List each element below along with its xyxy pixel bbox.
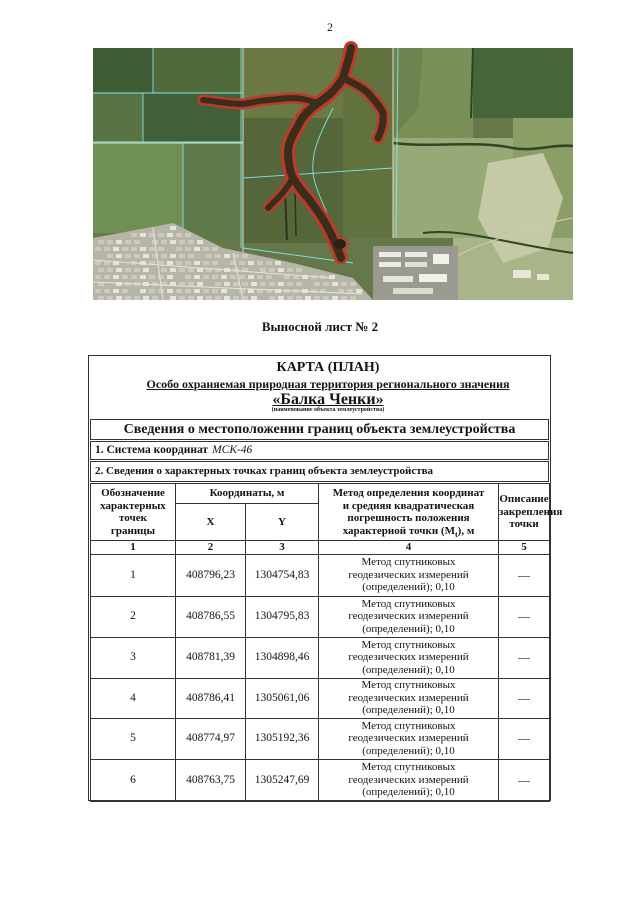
coord-y: 1304795,83 <box>246 596 319 637</box>
town-building <box>197 296 203 300</box>
method-text: геодезических измерений <box>348 610 469 623</box>
method-cell <box>319 678 499 718</box>
town-building <box>266 261 272 265</box>
header-point-designation <box>91 484 176 541</box>
town-building <box>278 296 284 300</box>
town-building <box>350 296 356 300</box>
town-building <box>197 240 203 244</box>
town-building <box>152 282 158 286</box>
town-building <box>176 233 182 237</box>
town-building <box>125 240 131 244</box>
town-building <box>158 261 164 265</box>
town-building <box>140 275 146 279</box>
town-building <box>257 261 263 265</box>
town-building <box>98 268 104 272</box>
town-building <box>158 289 164 293</box>
town-building <box>179 268 185 272</box>
method-text: Метод спутниковых <box>361 638 456 651</box>
header-y: Y <box>246 504 319 541</box>
town-building <box>107 240 113 244</box>
header-text: характерной точки (M <box>342 524 455 537</box>
coord-x: 408781,39 <box>176 637 246 678</box>
town-building <box>134 296 140 300</box>
point-description: — <box>499 759 550 801</box>
point-number: 2 <box>91 596 176 637</box>
header-text: погрешность положения <box>347 512 470 524</box>
town-building <box>185 289 191 293</box>
coordinate-system-row <box>90 441 549 460</box>
town-building <box>104 275 110 279</box>
method-text: (определений); 0,10 <box>362 704 455 717</box>
method-text: геодезических измерений <box>348 691 469 704</box>
town-building <box>116 240 122 244</box>
town-building <box>278 268 284 272</box>
method-cell <box>319 637 499 678</box>
town-building <box>242 254 248 258</box>
town-building <box>104 289 110 293</box>
town-building <box>170 268 176 272</box>
town-building <box>260 268 266 272</box>
town-building <box>287 268 293 272</box>
sheet-title: Выносной лист № 2 <box>261 319 379 334</box>
town-building <box>239 275 245 279</box>
point-number: 6 <box>91 759 176 801</box>
town-building <box>125 268 131 272</box>
method-text: Метод спутниковых <box>361 597 456 610</box>
town-building <box>203 289 209 293</box>
town-building <box>116 254 122 258</box>
town-building <box>215 254 221 258</box>
coord-y: 1305247,69 <box>246 759 319 801</box>
table-row <box>91 718 550 759</box>
section-title: Сведения о местоположении границ объекта землеустройства <box>90 419 549 440</box>
town-building <box>269 296 275 300</box>
method-cell <box>319 718 499 759</box>
point-description: — <box>499 678 550 718</box>
coord-y: 1305192,36 <box>246 718 319 759</box>
method-cell <box>319 759 499 801</box>
town-building <box>251 282 257 286</box>
town-building <box>194 289 200 293</box>
town-building <box>185 233 191 237</box>
town-building <box>131 233 137 237</box>
town-building <box>167 233 173 237</box>
header-text: границы <box>110 524 156 537</box>
town-building <box>314 296 320 300</box>
town-building <box>143 296 149 300</box>
column-number-row <box>91 541 550 555</box>
town-building <box>143 254 149 258</box>
town-building <box>188 268 194 272</box>
town-building <box>260 282 266 286</box>
town-building <box>158 233 164 237</box>
town-building <box>350 282 356 286</box>
method-text: Метод спутниковых <box>361 679 456 692</box>
town-building <box>215 296 221 300</box>
point-number: 5 <box>91 718 176 759</box>
town-building <box>95 289 101 293</box>
town-building <box>239 289 245 293</box>
town-building <box>212 289 218 293</box>
town-building <box>323 282 329 286</box>
town-building <box>185 247 191 251</box>
town-building <box>296 296 302 300</box>
town-building <box>221 275 227 279</box>
town-building <box>170 240 176 244</box>
header-text: Обозначение <box>101 487 165 499</box>
town-building <box>152 296 158 300</box>
table-header-row <box>91 484 550 504</box>
method-cell <box>319 554 499 596</box>
town-building <box>122 275 128 279</box>
town-building <box>113 247 119 251</box>
header-text-last <box>319 525 498 538</box>
town-building <box>98 240 104 244</box>
town-building <box>206 254 212 258</box>
town-building <box>197 282 203 286</box>
town-building <box>125 254 131 258</box>
method-text: геодезических измерений <box>348 732 469 745</box>
town-building <box>134 268 140 272</box>
town-building <box>269 268 275 272</box>
header-text: точек <box>119 512 147 524</box>
town-building <box>347 289 353 293</box>
town-building <box>149 289 155 293</box>
column-number: 4 <box>319 541 499 555</box>
column-number: 2 <box>176 541 246 555</box>
coord-x: 408763,75 <box>176 759 246 801</box>
method-text: Метод спутниковых <box>361 719 456 732</box>
town-building <box>179 296 185 300</box>
column-number: 5 <box>499 541 550 555</box>
form-subtitle: Особо охраняемая природная территория регионального значения <box>146 377 510 391</box>
town-building <box>179 254 185 258</box>
point-description: — <box>499 718 550 759</box>
coord-x: 408774,97 <box>176 718 246 759</box>
coord-x: 408786,41 <box>176 678 246 718</box>
column-number: 3 <box>246 541 319 555</box>
town-building <box>224 296 230 300</box>
town-building <box>107 254 113 258</box>
town-building <box>194 275 200 279</box>
town-building <box>131 275 137 279</box>
town-building <box>134 254 140 258</box>
town-building <box>296 268 302 272</box>
town-building <box>143 268 149 272</box>
method-text: (определений); 0,10 <box>362 581 455 594</box>
town-building <box>188 296 194 300</box>
header-text: ), м <box>457 524 475 537</box>
header-text: характерных <box>100 499 166 512</box>
point-description: — <box>499 596 550 637</box>
town-building <box>332 296 338 300</box>
coord-y: 1305061,06 <box>246 678 319 718</box>
town-building <box>116 296 122 300</box>
town-building <box>161 240 167 244</box>
town-building <box>323 296 329 300</box>
coord-y: 1304898,46 <box>246 637 319 678</box>
town-building <box>179 240 185 244</box>
town-building <box>176 247 182 251</box>
town-building <box>275 261 281 265</box>
town-building <box>287 282 293 286</box>
town-building <box>233 296 239 300</box>
town-building <box>257 275 263 279</box>
town-building <box>278 282 284 286</box>
town-building <box>338 289 344 293</box>
town-building <box>158 275 164 279</box>
page-number: 2 <box>327 20 333 34</box>
town-building <box>167 289 173 293</box>
town-building <box>230 275 236 279</box>
town-building <box>122 247 128 251</box>
town-building <box>287 296 293 300</box>
town-building <box>269 282 275 286</box>
method-text: геодезических измерений <box>348 773 469 786</box>
town-building <box>161 268 167 272</box>
town-building <box>161 254 167 258</box>
town-building <box>170 254 176 258</box>
town-building <box>107 268 113 272</box>
town-building <box>170 296 176 300</box>
header-text: точки <box>509 518 539 531</box>
town-building <box>305 296 311 300</box>
header-text: Метод определения координат <box>332 487 485 499</box>
town-building <box>203 247 209 251</box>
town-building <box>332 282 338 286</box>
town-building <box>176 289 182 293</box>
town-building <box>116 268 122 272</box>
town-building <box>212 261 218 265</box>
town-building <box>170 226 176 230</box>
method-text: геодезических измерений <box>348 568 469 581</box>
town-building <box>140 247 146 251</box>
town-building <box>284 275 290 279</box>
header-x: X <box>176 504 246 541</box>
town-building <box>140 233 146 237</box>
town-building <box>203 275 209 279</box>
points-section-title: 2. Сведения о характерных точках границ объекта землеустройства <box>90 461 549 482</box>
point-number: 1 <box>91 554 176 596</box>
method-text: Метод спутниковых <box>361 556 456 569</box>
boundary-points-table <box>90 483 563 802</box>
town-building <box>341 296 347 300</box>
town-building <box>185 275 191 279</box>
town-building <box>206 296 212 300</box>
town-building <box>113 275 119 279</box>
object-name: «Балка Ченки» <box>272 391 384 408</box>
town-building <box>212 275 218 279</box>
town-building <box>167 275 173 279</box>
town-building <box>248 261 254 265</box>
town-building <box>188 240 194 244</box>
town-building <box>296 282 302 286</box>
town-building <box>176 261 182 265</box>
town-building <box>188 282 194 286</box>
header-method <box>319 484 499 541</box>
method-text: (определений); 0,10 <box>362 744 455 757</box>
town-building <box>266 275 272 279</box>
coordinate-system-label: 1. Система координат <box>95 444 209 456</box>
town-building <box>104 247 110 251</box>
town-building <box>212 247 218 251</box>
form-title: КАРТА (ПЛАН) <box>276 360 380 375</box>
town-building <box>98 296 104 300</box>
town-building <box>95 247 101 251</box>
town-building <box>122 289 128 293</box>
town-building <box>158 247 164 251</box>
town-building <box>314 282 320 286</box>
header-text: закрепления <box>499 505 563 518</box>
header-coordinates: Координаты, м <box>176 484 319 504</box>
table-row <box>91 554 550 596</box>
town-building <box>242 282 248 286</box>
header-description <box>499 484 563 541</box>
point-description: — <box>499 554 550 596</box>
town-building <box>224 282 230 286</box>
satellite-map <box>93 48 573 300</box>
town-building <box>203 261 209 265</box>
town-building <box>95 275 101 279</box>
coord-x: 408796,23 <box>176 554 246 596</box>
header-subscript: t <box>454 529 458 539</box>
object-name-caption: (наименование объекта землеустройства) <box>271 407 385 413</box>
coord-x: 408786,55 <box>176 596 246 637</box>
method-text: Метод спутниковых <box>361 761 456 774</box>
town-building <box>248 275 254 279</box>
header-text: и средняя квадратическая <box>342 499 475 512</box>
town-building <box>113 289 119 293</box>
coord-y: 1304754,83 <box>246 554 319 596</box>
table-row <box>91 678 550 718</box>
town-building <box>215 282 221 286</box>
method-text: (определений); 0,10 <box>362 663 455 676</box>
coordinate-system-value: МСК-46 <box>212 444 253 456</box>
town-building <box>149 247 155 251</box>
town-building <box>167 261 173 265</box>
town-building <box>134 240 140 244</box>
table-row <box>91 637 550 678</box>
town-building <box>194 247 200 251</box>
point-number: 3 <box>91 637 176 678</box>
point-description: — <box>499 637 550 678</box>
town-building <box>125 296 131 300</box>
table-row <box>91 759 550 801</box>
method-text: (определений); 0,10 <box>362 622 455 635</box>
town-building <box>275 289 281 293</box>
town-building <box>185 261 191 265</box>
town-building <box>140 289 146 293</box>
town-building <box>224 254 230 258</box>
table-row <box>91 596 550 637</box>
satellite-map-image <box>93 48 573 300</box>
town-building <box>107 296 113 300</box>
town-building <box>251 296 257 300</box>
town-building <box>149 275 155 279</box>
point-number: 4 <box>91 678 176 718</box>
town-building <box>341 282 347 286</box>
town-building <box>239 261 245 265</box>
town-building <box>194 261 200 265</box>
column-number: 1 <box>91 541 176 555</box>
method-text: геодезических измерений <box>348 651 469 664</box>
town-building <box>131 247 137 251</box>
town-building <box>221 289 227 293</box>
method-text: (определений); 0,10 <box>362 786 455 799</box>
town-building <box>356 289 362 293</box>
method-cell <box>319 596 499 637</box>
town-building <box>95 261 101 265</box>
town-building <box>188 254 194 258</box>
header-text: Описание <box>499 493 549 506</box>
town-building <box>233 282 239 286</box>
